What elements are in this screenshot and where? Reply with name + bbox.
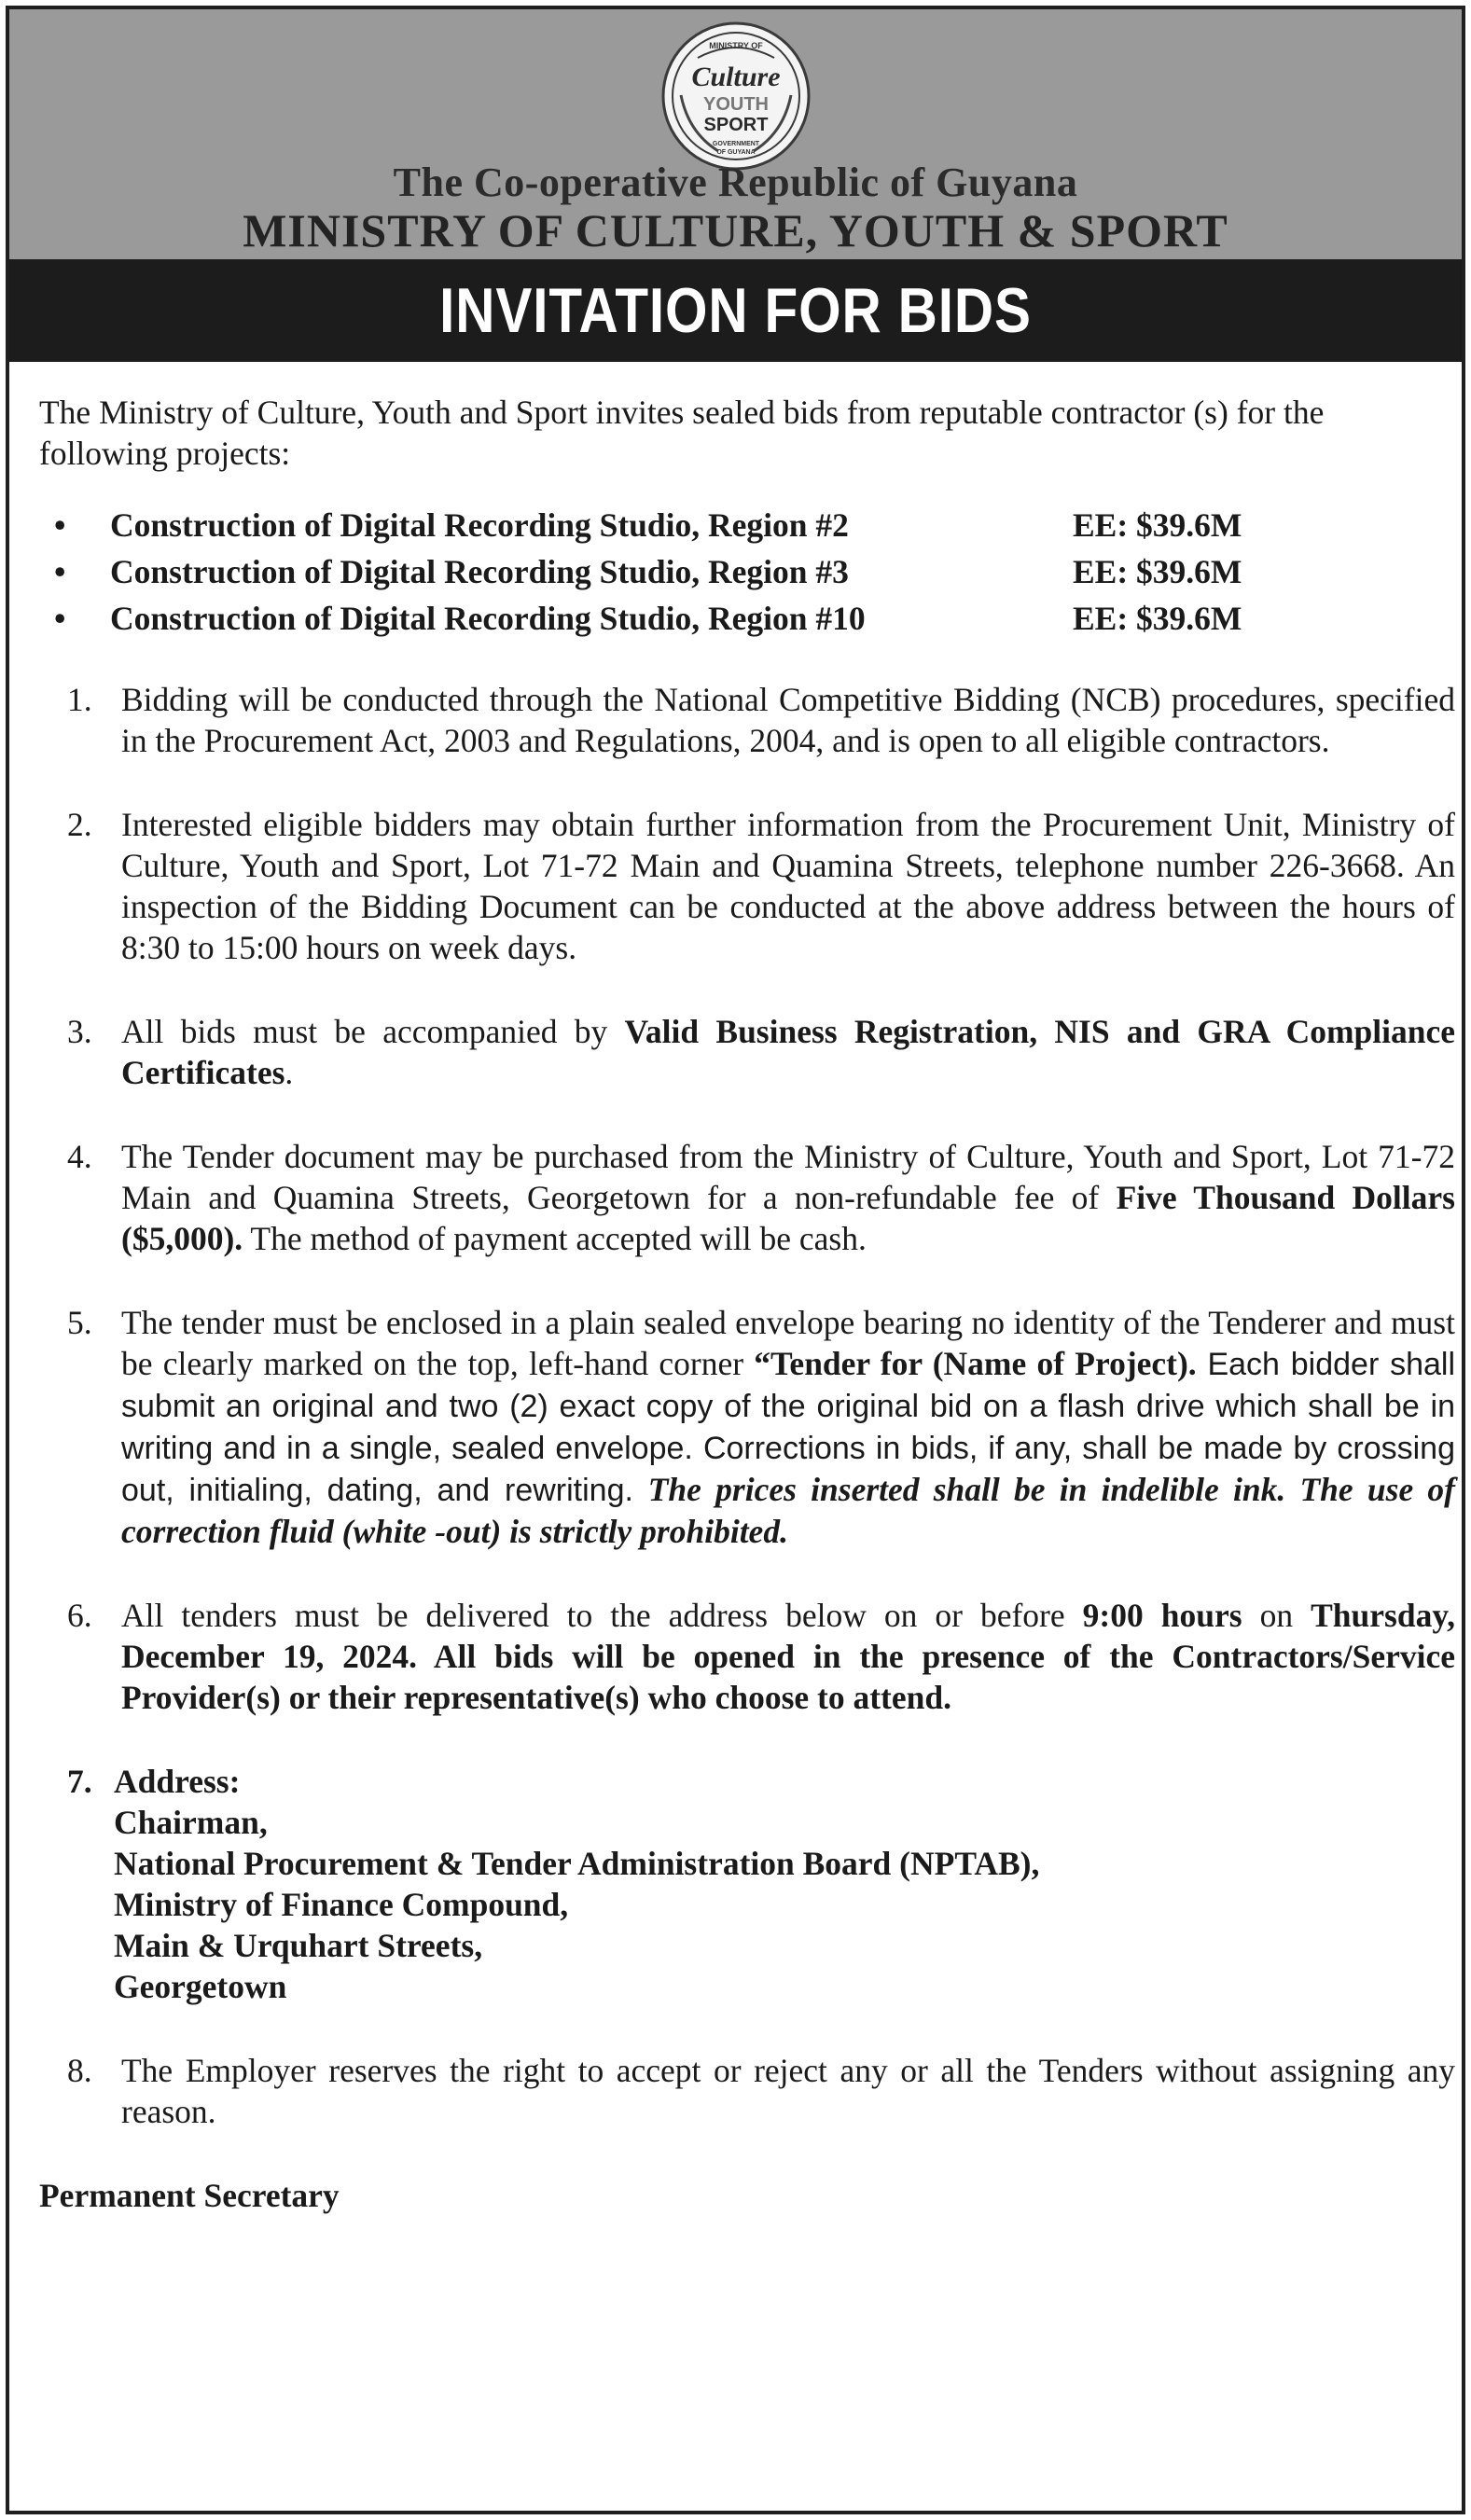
clause-1 <box>39 679 1455 761</box>
clause-bold-date: Thursday, December 19, 2024. All bids will be opened in the presence of the Contractors/Service Provider(s) or their representative(s) who choose to attend. <box>121 1597 1455 1716</box>
project-item <box>54 502 1455 548</box>
notice-body <box>39 392 1455 2216</box>
clause-text: The Employer reserves the right to accept or reject any or all the Tenders without assigning any reason. <box>121 2052 1455 2130</box>
clause-italic-text: The prices inserted shall be in indelible ink. The use of correction fluid (white -out) is strictly prohibited. <box>121 1471 1455 1550</box>
clause-6 <box>39 1595 1455 1718</box>
clause-text: The tender must be enclosed in a plain sealed envelope bearing no identity of the Tenderer and must be clearly marked on the top, left-hand corner <box>121 1304 1455 1382</box>
clause-bold-text: “Tender for (Name of Project). <box>754 1345 1197 1382</box>
clause-7 <box>39 1761 1455 2007</box>
numbered-clauses <box>39 679 1455 2132</box>
project-estimate: EE: $39.6M <box>1073 600 1242 637</box>
ministry-heading: MINISTRY OF CULTURE, YOUTH & SPORT <box>243 204 1228 256</box>
signoff: Permanent Secretary <box>39 2177 340 2214</box>
clause-number: 5. <box>67 1304 92 1341</box>
clause-text-end: The method of payment accepted will be cash. <box>243 1220 867 1257</box>
republic-heading: The Co-operative Republic of Guyana <box>393 159 1078 205</box>
address-line: Main & Urquhart Streets, <box>114 1927 483 1964</box>
clause-text: The Tender document may be purchased from the Ministry of Culture, Youth and Sport, Lot 71-72 Main and Quamina Streets, Georgetown for a non-refundable fee of <box>121 1138 1455 1216</box>
svg-text:MINISTRY OF: MINISTRY OF <box>708 41 763 50</box>
clause-3 <box>39 1011 1455 1093</box>
address-line: Georgetown <box>114 1968 287 2005</box>
project-item <box>54 595 1455 642</box>
svg-text:OF GUYANA: OF GUYANA <box>715 149 756 156</box>
address-line: Chairman, <box>114 1804 268 1841</box>
svg-text:SPORT: SPORT <box>703 115 768 135</box>
clause-text-mid: on <box>1242 1597 1311 1634</box>
bullet-icon: • <box>54 553 66 590</box>
address-line: National Procurement & Tender Administration Board (NPTAB), <box>114 1845 1040 1882</box>
clause-text: All tenders must be delivered to the address below on or before <box>121 1597 1083 1634</box>
address-line: Ministry of Finance Compound, <box>114 1886 569 1923</box>
clause-text-end: . <box>284 1054 294 1091</box>
project-estimate: EE: $39.6M <box>1073 506 1242 544</box>
clause-number: 6. <box>67 1597 92 1634</box>
title-bar <box>9 259 1462 362</box>
clause-text: Bidding will be conducted through the National Competitive Bidding (NCB) procedures, specified in the Procurement Act, 2003 and Regulations, 2004, and is open to all eligible contractors. <box>121 681 1455 759</box>
clause-number: 8. <box>67 2052 92 2089</box>
clause-2 <box>39 804 1455 968</box>
notice-frame <box>6 6 1465 2514</box>
svg-text:Culture: Culture <box>690 62 781 92</box>
clause-number: 7. <box>67 1763 92 1800</box>
clause-text: All bids must be accompanied by <box>121 1013 625 1050</box>
clause-number: 3. <box>67 1013 92 1050</box>
project-estimate: EE: $39.6M <box>1073 553 1242 590</box>
clause-number: 4. <box>67 1138 92 1175</box>
page-title: INVITATION FOR BIDS <box>439 275 1032 346</box>
clause-bold-time: 9:00 hours <box>1082 1597 1242 1634</box>
clause-text: Interested eligible bidders may obtain further information from the Procurement Unit, Ministry of Culture, Youth and Sport, Lot 71-72 Main and Quamina Streets, telephone number 226-3668. An inspection of the Bidding Document can be conducted at the above address between the hours of 8:30 to 15:00 hours on week days. <box>121 806 1455 966</box>
clause-bold-text: Five Thousand Dollars ($5,000). <box>121 1179 1455 1257</box>
svg-text:GOVERNMENT: GOVERNMENT <box>712 141 759 147</box>
clause-8 <box>39 2050 1455 2132</box>
bullet-icon: • <box>54 600 66 637</box>
bullet-icon: • <box>54 506 66 544</box>
clause-sans-text: Each bidder shall submit an original and two (2) exact copy of the original bid on a flash drive which shall be in writing and in a single, sealed envelope. Corrections in bids, if any, shall be made by crossing out, initialing, dating, and rewriting. <box>121 1347 1456 1508</box>
header-banner <box>9 9 1462 259</box>
project-list <box>54 502 1455 642</box>
project-name: Construction of Digital Recording Studio, Region #3 <box>110 553 849 590</box>
svg-text:YOUTH: YOUTH <box>702 94 769 115</box>
clause-4 <box>39 1136 1455 1259</box>
clause-number: 2. <box>67 806 92 843</box>
clause-number: 1. <box>67 681 92 718</box>
clause-bold-text: Valid Business Registration, NIS and GRA Compliance Certificates <box>121 1013 1455 1091</box>
project-name: Construction of Digital Recording Studio, Region #10 <box>110 600 866 637</box>
project-item <box>54 548 1455 595</box>
address-label: Address: <box>114 1763 241 1800</box>
project-name: Construction of Digital Recording Studio, Region #2 <box>110 506 849 544</box>
ministry-seal-logo <box>660 21 812 172</box>
clause-5 <box>39 1302 1455 1552</box>
intro-paragraph: The Ministry of Culture, Youth and Sport invites sealed bids from reputable contractor (s) for the following projects: <box>39 394 1325 472</box>
